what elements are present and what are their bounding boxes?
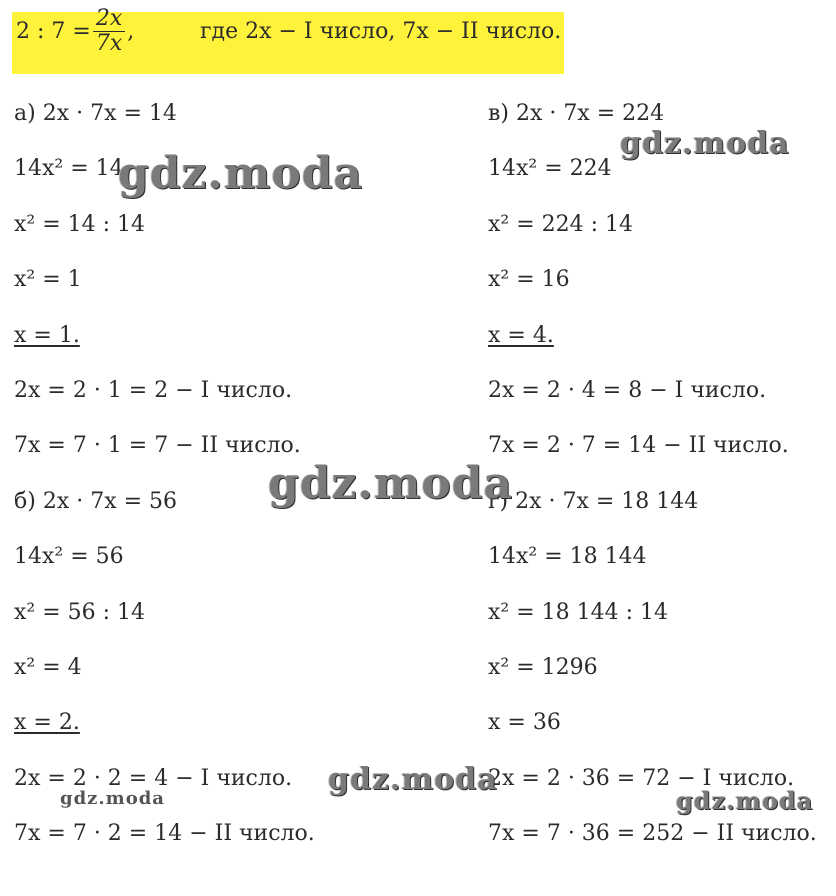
solution-line: x = 36 bbox=[488, 710, 561, 735]
solution-line: б) 2x · 7x = 56 bbox=[14, 489, 178, 514]
header-ratio-left: 2 : 7 = bbox=[16, 18, 91, 44]
solution-line: 14x² = 224 bbox=[488, 156, 612, 181]
solution-line: 14x² = 18 144 bbox=[488, 544, 647, 569]
solution-line: x² = 16 bbox=[488, 267, 570, 292]
fraction-denominator: 7x bbox=[93, 31, 125, 56]
solution-line: г) 2x · 7x = 18 144 bbox=[488, 489, 699, 514]
solution-line: 14x² = 56 bbox=[14, 544, 124, 569]
header-fraction bbox=[93, 7, 125, 56]
solution-line: 2x = 2 · 1 = 2 − I число. bbox=[14, 378, 293, 403]
solution-line: x² = 4 bbox=[14, 655, 82, 680]
watermark: gdz.moda bbox=[118, 148, 364, 199]
solution-line: 2x = 2 · 36 = 72 − I число. bbox=[488, 766, 795, 791]
solution-line: 2x = 2 · 2 = 4 − I число. bbox=[14, 766, 293, 791]
solution-line: x² = 1296 bbox=[488, 655, 598, 680]
solution-line: 7x = 7 · 1 = 7 − II число. bbox=[14, 433, 301, 458]
solution-line: x = 2. bbox=[14, 710, 80, 735]
solution-line: 7x = 7 · 2 = 14 − II число. bbox=[14, 821, 315, 846]
solution-line: x² = 18 144 : 14 bbox=[488, 600, 669, 625]
header-where-clause: где 2x − I число, 7x − II число. bbox=[200, 18, 562, 44]
solution-line: x = 1. bbox=[14, 323, 80, 348]
solution-line: а) 2x · 7x = 14 bbox=[14, 101, 177, 126]
solution-line: в) 2x · 7x = 224 bbox=[488, 101, 665, 126]
fraction-numerator: 2x bbox=[95, 5, 123, 31]
watermark: gdz.moda bbox=[268, 458, 514, 509]
header-comma: , bbox=[127, 18, 135, 44]
watermark: gdz.moda bbox=[328, 762, 498, 797]
solution-line: x² = 14 : 14 bbox=[14, 212, 146, 237]
solution-line: x² = 1 bbox=[14, 267, 82, 292]
watermark: gdz.moda bbox=[676, 786, 814, 815]
solution-line: 7x = 2 · 7 = 14 − II число. bbox=[488, 433, 789, 458]
solution-line: x² = 224 : 14 bbox=[488, 212, 634, 237]
solution-line: 2x = 2 · 4 = 8 − I число. bbox=[488, 378, 767, 403]
solution-line: 14x² = 14 bbox=[14, 156, 124, 181]
header-ratio bbox=[16, 0, 134, 62]
watermark: gdz.moda bbox=[60, 788, 165, 809]
solution-line: 7x = 7 · 36 = 252 − II число. bbox=[488, 821, 817, 846]
watermark: gdz.moda bbox=[620, 126, 790, 161]
solution-line: x = 4. bbox=[488, 323, 554, 348]
solution-line: x² = 56 : 14 bbox=[14, 600, 146, 625]
